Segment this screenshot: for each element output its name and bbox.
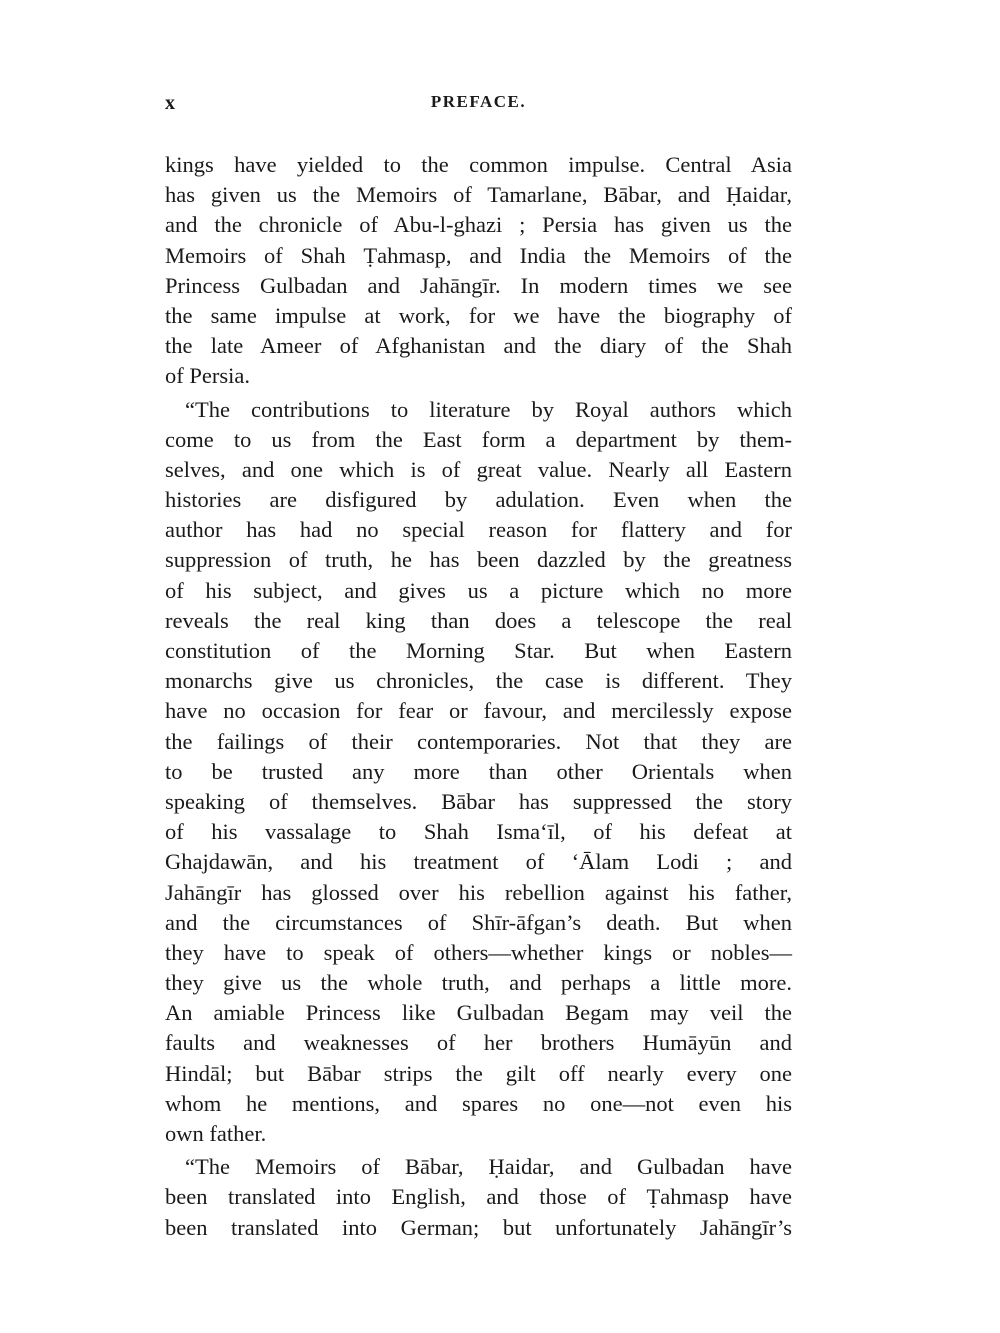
text-line: the same impulse at work, for we have the biography of — [165, 302, 792, 328]
text-line: own father. — [165, 1121, 267, 1146]
text-line: constitution of the Morning Star. But when Eastern — [165, 638, 792, 663]
paragraph-2 — [165, 395, 792, 1150]
text-line: has given us the Memoirs of Tamarlane, Bābar, and Ḥaidar, — [165, 182, 792, 208]
text-line: Hindāl; but Bābar strips the gilt off nearly every one — [165, 1060, 792, 1086]
text-line: “The contributions to literature by Royal authors which — [185, 396, 792, 422]
text-line: Ghajdawān, and his treatment of ‘Ālam Lodi ; and — [165, 849, 792, 875]
text-line: monarchs give us chronicles, the case is different. They — [165, 668, 792, 694]
text-line: faults and weaknesses of her brothers Humāyūn and — [165, 1030, 792, 1056]
text-line: Princess Gulbadan and Jahāngīr. In modern times we see — [165, 272, 792, 298]
text-line: whom he mentions, and spares no one—not even his — [165, 1090, 792, 1116]
text-line: histories are disfigured by adulation. Even when the — [165, 487, 792, 513]
body-text — [165, 150, 792, 1243]
text-line: the late Ameer of Afghanistan and the diary of the Shah — [165, 333, 792, 359]
text-line: have no occasion for fear or favour, and mercilessly expose — [165, 698, 792, 724]
text-line: “The Memoirs of Bābar, Ḥaidar, and Gulbadan have — [185, 1154, 792, 1180]
text-line: kings have yielded to the common impulse. Central Asia — [165, 152, 792, 177]
running-title: PREFACE. — [430, 92, 527, 111]
text-line: Memoirs of Shah Ṭahmasp, and India the Memoirs of the — [165, 242, 792, 268]
page-number: x — [165, 92, 176, 114]
text-line: of his subject, and gives us a picture which no more — [165, 577, 792, 603]
text-line: they give us the whole truth, and perhaps a little more. — [165, 970, 792, 996]
text-line: An amiable Princess like Gulbadan Begam may veil the — [165, 1000, 792, 1026]
text-line: reveals the real king than does a telescope the real — [165, 607, 792, 633]
text-line: selves, and one which is of great value. Nearly all Eastern — [165, 456, 792, 482]
text-line: speaking of themselves. Bābar has suppressed the story — [165, 788, 792, 814]
text-line: of Persia. — [165, 363, 250, 389]
text-line: been translated into German; but unfortunately Jahāngīr’s — [165, 1214, 792, 1240]
text-line: they have to speak of others—whether kings or nobles— — [165, 939, 792, 965]
paragraph-3 — [165, 1152, 792, 1243]
text-line: come to us from the East form a department by them- — [165, 426, 792, 452]
text-line: and the circumstances of Shīr-āfgan’s death. But when — [165, 909, 792, 935]
paragraph-1 — [165, 150, 792, 392]
running-head — [165, 92, 792, 122]
text-line: author has had no special reason for flattery and for — [165, 517, 792, 543]
text-line: been translated into English, and those of Ṭahmasp have — [165, 1184, 792, 1210]
text-line: and the chronicle of Abu-l-ghazi ; Persia has given us the — [165, 212, 792, 238]
text-line: Jahāngīr has glossed over his rebellion against his father, — [165, 879, 792, 905]
text-line: of his vassalage to Shah Isma‘īl, of his defeat at — [165, 819, 792, 845]
text-line: to be trusted any more than other Orientals when — [165, 758, 792, 784]
text-line: the failings of their contemporaries. Not that they are — [165, 728, 792, 754]
text-line: suppression of truth, he has been dazzled by the greatness — [165, 547, 792, 573]
